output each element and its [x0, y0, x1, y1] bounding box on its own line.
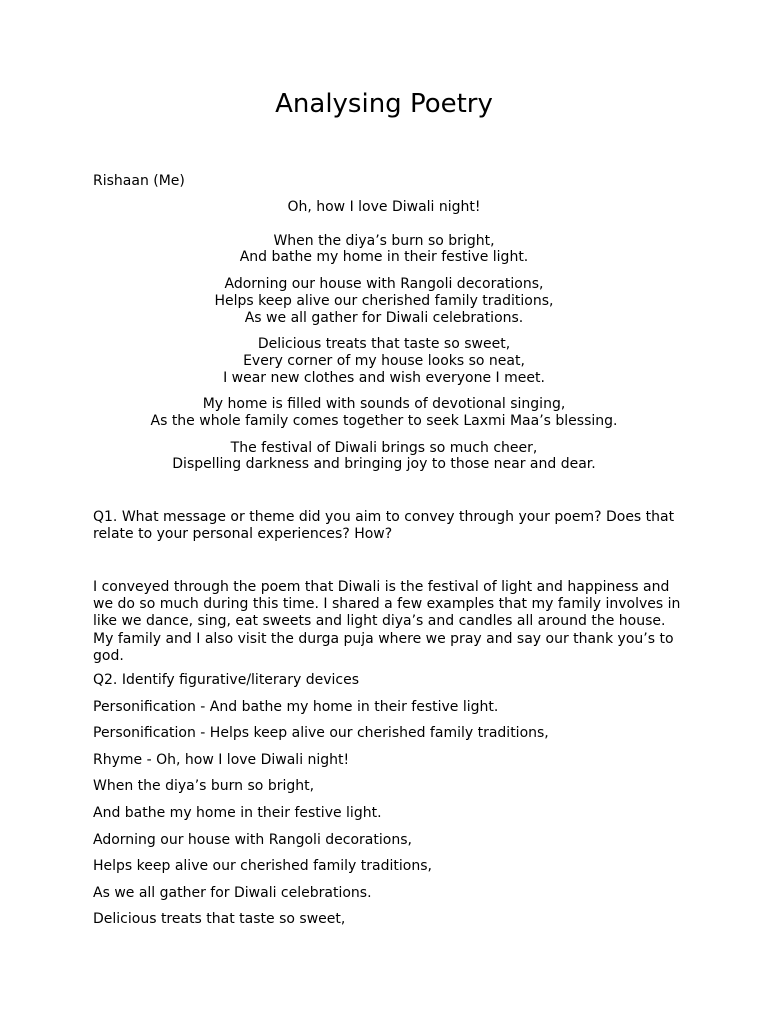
question-2-section: [93, 672, 683, 938]
poem-line: As we all gather for Diwali celebrations.: [244, 309, 524, 326]
device-line: Rhyme - Oh, how I love Diwali night!: [93, 751, 350, 768]
poem-stanza: [0, 396, 768, 429]
poem-line: When the diya’s burn so bright,: [273, 232, 495, 249]
question-1-answer: I conveyed through the poem that Diwali is the festival of light and happiness and we do so much during this time. I shared a few examples that my family involves in like we dance, sing, eat sweets and light diya’s and candles all around the house. My family and I also visit the durga puja where we pray and say our thank you’s to god.: [93, 579, 681, 664]
poem-stanza: [0, 336, 768, 386]
poem-stanza: [0, 233, 768, 266]
poem-line: Delicious treats that taste so sweet,: [257, 336, 511, 353]
author-line: Rishaan (Me): [93, 173, 185, 189]
poem-line: The festival of Diwali brings so much cheer,: [230, 439, 538, 456]
device-line: Personification - And bathe my home in their festive light.: [93, 698, 499, 715]
poem-line: I wear new clothes and wish everyone I meet.: [223, 369, 545, 386]
device-line: Helps keep alive our cherished family traditions,: [93, 858, 432, 875]
device-line: When the diya’s burn so bright,: [93, 778, 315, 795]
poem-line: Oh, how I love Diwali night!: [287, 199, 481, 215]
poem-line: Dispelling darkness and bringing joy to those near and dear.: [172, 456, 596, 473]
poem-line: Adorning our house with Rangoli decorations,: [224, 276, 544, 293]
document-title: Analysing Poetry: [275, 89, 493, 119]
question-1: Q1. What message or theme did you aim to convey through your poem? Does that relate to your personal experiences? How?: [93, 509, 675, 542]
poem: [0, 199, 768, 483]
poem-line: My home is filled with sounds of devotional singing,: [202, 396, 566, 413]
poem-line: As the whole family comes together to seek Laxmi Maa’s blessing.: [150, 413, 618, 430]
poem-line: Every corner of my house looks so neat,: [243, 352, 525, 369]
poem-stanza: [0, 199, 768, 216]
question-2: Q2. Identify figurative/literary devices: [93, 672, 360, 688]
poem-line: Helps keep alive our cherished family traditions,: [214, 292, 554, 309]
device-line: And bathe my home in their festive light.: [93, 804, 382, 821]
device-line: Personification - Helps keep alive our cherished family traditions,: [93, 725, 549, 742]
poem-stanza: [0, 440, 768, 473]
poem-stanza: [0, 276, 768, 326]
poem-line: And bathe my home in their festive light.: [239, 249, 529, 266]
device-line: Delicious treats that taste so sweet,: [93, 911, 346, 928]
device-line: As we all gather for Diwali celebrations.: [93, 884, 372, 901]
device-line: Adorning our house with Rangoli decorations,: [93, 831, 412, 848]
